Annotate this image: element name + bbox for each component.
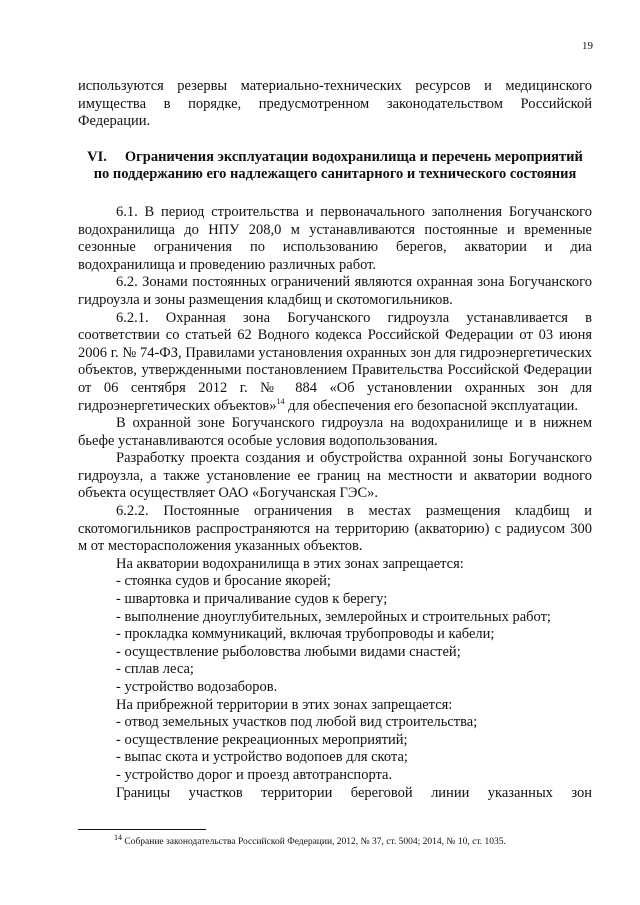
paragraph-6-2-1-text: 6.2.1. Охранная зона Богучанского гидроузла устанавливается в соответствии со статьей 62 Водного кодекса Российской Федерации от 03 июня 2006 г. № 74-ФЗ, Правилами установления охранных зон для гидроэнергетических объектов, утвержденными постановлением Правительства Российской Федерации от 06 сентября 2012 г. № 884 «Об установлении охранных зон для гидроэнергетических объектов»: [78, 309, 592, 414]
section-number: VI.: [87, 148, 107, 165]
list-item: - отвод земельных участков под любой вид строительства;: [116, 714, 478, 731]
list-item: - осуществление рыболовства любыми видами снастей;: [116, 643, 461, 660]
list-item: - устройство дорог и проезд автотранспорта.: [116, 766, 393, 783]
intro-paragraph: используются резервы материально-технических ресурсов и медицинского имущества в порядке, предусмотренном законодательством Российской Федерации.: [78, 78, 592, 130]
paragraph-6-2-1: [78, 310, 592, 416]
shore-restrictions-intro: На прибрежной территории в этих зонах запрещается:: [116, 696, 453, 713]
paragraph-boundaries: Границы участков территории береговой линии указанных зон: [116, 784, 592, 801]
footnote-text: Собрание законодательства Российской Федерации, 2012, № 37, ст. 5004; 2014, № 10, ст. 1035.: [122, 837, 506, 847]
page-content: [78, 78, 592, 802]
paragraph-protected-zone: В охранной зоне Богучанского гидроузла на водохранилище и в нижнем бьефе устанавливаются особые условия водопользования.: [78, 415, 592, 449]
footnote: [114, 832, 594, 848]
section-heading: [78, 149, 592, 184]
list-item: - стоянка судов и бросание якорей;: [116, 573, 331, 590]
section-title: Ограничения эксплуатации водохранилища и перечень мероприятий по поддержанию его надлежащего санитарного и технического состояния: [93, 148, 583, 183]
list-item: - выпас скота и устройство водопоев для скота;: [116, 749, 408, 766]
list-item: - сплав леса;: [116, 661, 194, 678]
paragraph-6-2-1-text-end: для обеспечения его безопасной эксплуатации.: [284, 397, 578, 414]
list-item: - швартовка и причаливание судов к берегу;: [116, 591, 388, 608]
list-item: - осуществление рекреационных мероприятий;: [116, 731, 408, 748]
paragraph-6-1: 6.1. В период строительства и первоначального заполнения Богучанского водохранилища до НПУ 208,0 м устанавливаются постоянные и временные сезонные ограничения по использованию берегов, акватории и диа водохранилища и проведению различных работ.: [78, 203, 592, 273]
list-item: - прокладка коммуникаций, включая трубопроводы и кабели;: [116, 626, 495, 643]
list-item: - устройство водозаборов.: [116, 679, 278, 695]
water-restrictions-intro: На акватории водохранилища в этих зонах запрещается:: [116, 555, 464, 572]
footnote-reference: 14: [276, 396, 285, 406]
list-item: - выполнение дноуглубительных, землеройных и строительных работ;: [116, 608, 551, 625]
footnote-number: 14: [114, 832, 122, 842]
paragraph-zone-development: Разработку проекта создания и обустройства охранной зоны Богучанского гидроузла, а также установление ее границ на местности и акватории водного объекта осуществляет ОАО «Богучанская ГЭС».: [78, 450, 592, 502]
footnote-divider: [78, 829, 206, 830]
paragraph-6-2: 6.2. Зонами постоянных ограничений являются охранная зона Богучанского гидроузла и зоны размещения кладбищ и скотомогильников.: [78, 274, 592, 308]
page-number: 19: [582, 40, 593, 52]
paragraph-6-2-2: 6.2.2. Постоянные ограничения в местах размещения кладбищ и скотомогильников распространяются на территорию (акваторию) с радиусом 300 м от месторасположения указанных объектов.: [78, 503, 592, 555]
